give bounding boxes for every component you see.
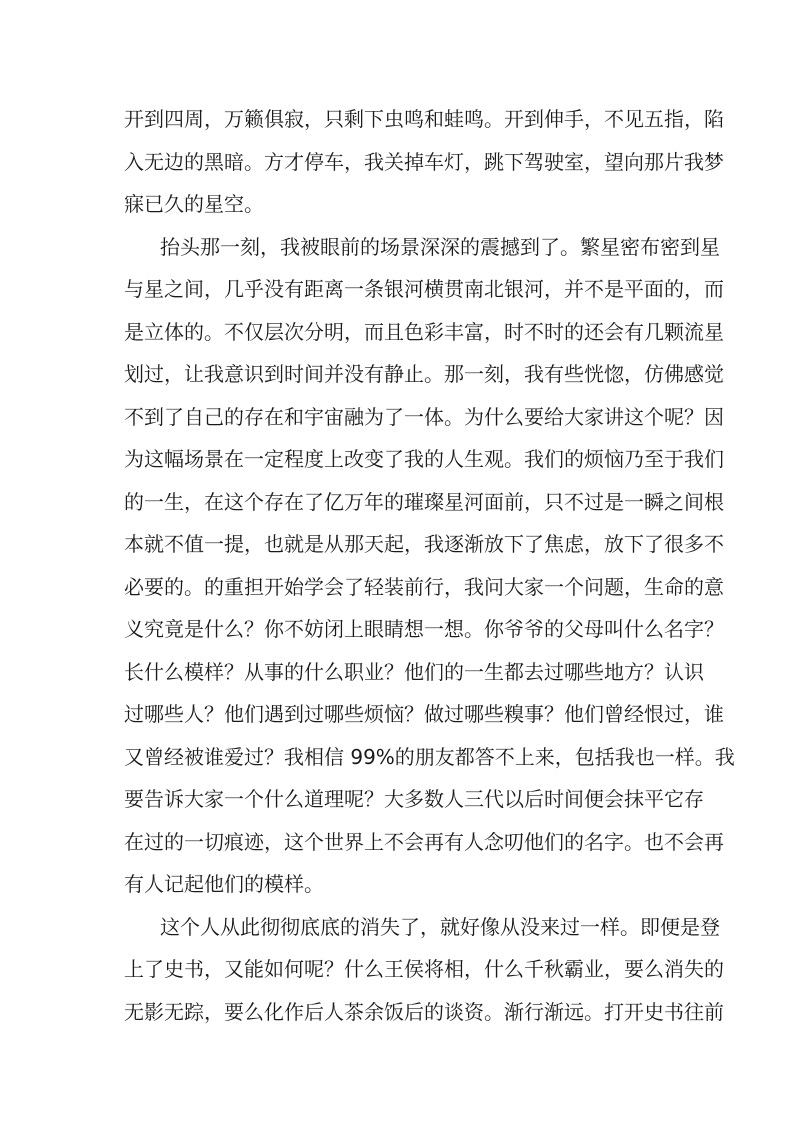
text-line: 义究竟是什么？你不妨闭上眼睛想一想。你爷爷的父母叫什么名字？ xyxy=(124,617,724,641)
text-line: 入无边的黑暗。方才停车，我关掉车灯，跳下驾驶室，望向那片我梦 xyxy=(124,149,724,174)
text-line: 过哪些人？他们遇到过哪些烦恼？做过哪些糗事？他们曾经恨过，谁 xyxy=(124,702,724,726)
text-line: 这个人从此彻彻底底的消失了，就好像从没来过一样。即便是登 xyxy=(160,914,720,939)
text-line: 为这幅场景在一定程度上改变了我的人生观。我们的烦恼乃至于我们 xyxy=(124,447,724,471)
text-line: 不到了自己的存在和宇宙融为了一体。为什么要给大家讲这个呢？因 xyxy=(124,404,724,429)
text-line: 必要的。的重担开始学会了轻装前行，我问大家一个问题，生命的意 xyxy=(124,574,724,599)
text-line: 有人记起他们的模样。 xyxy=(124,872,324,896)
text-line: 长什么模样？从事的什么职业？他们的一生都去过哪些地方？认识 xyxy=(124,659,704,684)
text-line: 是立体的。不仅层次分明，而且色彩丰富，时不时的还会有几颗流星 xyxy=(124,319,724,344)
text-line: 在过的一切痕迹，这个世界上不会再有人念叨他们的名字。也不会再 xyxy=(124,829,724,854)
document-body xyxy=(124,98,735,1033)
text-line: 本就不值一提，也就是从那天起，我逐渐放下了焦虑，放下了很多不 xyxy=(124,532,724,556)
text-line: 划过，让我意识到时间并没有静止。那一刻，我有些恍惚，仿佛感觉 xyxy=(124,362,724,386)
text-line: 上了史书，又能如何呢？什么王侯将相，什么千秋霸业，要么消失的 xyxy=(124,957,724,981)
text-line: 的一生，在这个存在了亿万年的璀璨星河面前，只不过是一瞬之间根 xyxy=(124,489,724,514)
text-line: 抬头那一刻，我被眼前的场景深深的震撼到了。繁星密布密到星 xyxy=(160,234,720,259)
text-line: 寐已久的星空。 xyxy=(124,192,264,216)
text-line: 与星之间，几乎没有距离一条银河横贯南北银河，并不是平面的，而 xyxy=(124,277,724,301)
text-line: 开到四周，万籁俱寂，只剩下虫鸣和蛙鸣。开到伸手，不见五指，陷 xyxy=(124,107,724,131)
text-line: 又曾经被谁爱过？我相信 99%的朋友都答不上来，包括我也一样。我 xyxy=(124,744,735,769)
text-line: 无影无踪，要么化作后人茶余饭后的谈资。渐行渐远。打开史书往前 xyxy=(124,999,724,1024)
text-line: 要告诉大家一个什么道理呢？大多数人三代以后时间便会抹平它存 xyxy=(124,787,704,811)
